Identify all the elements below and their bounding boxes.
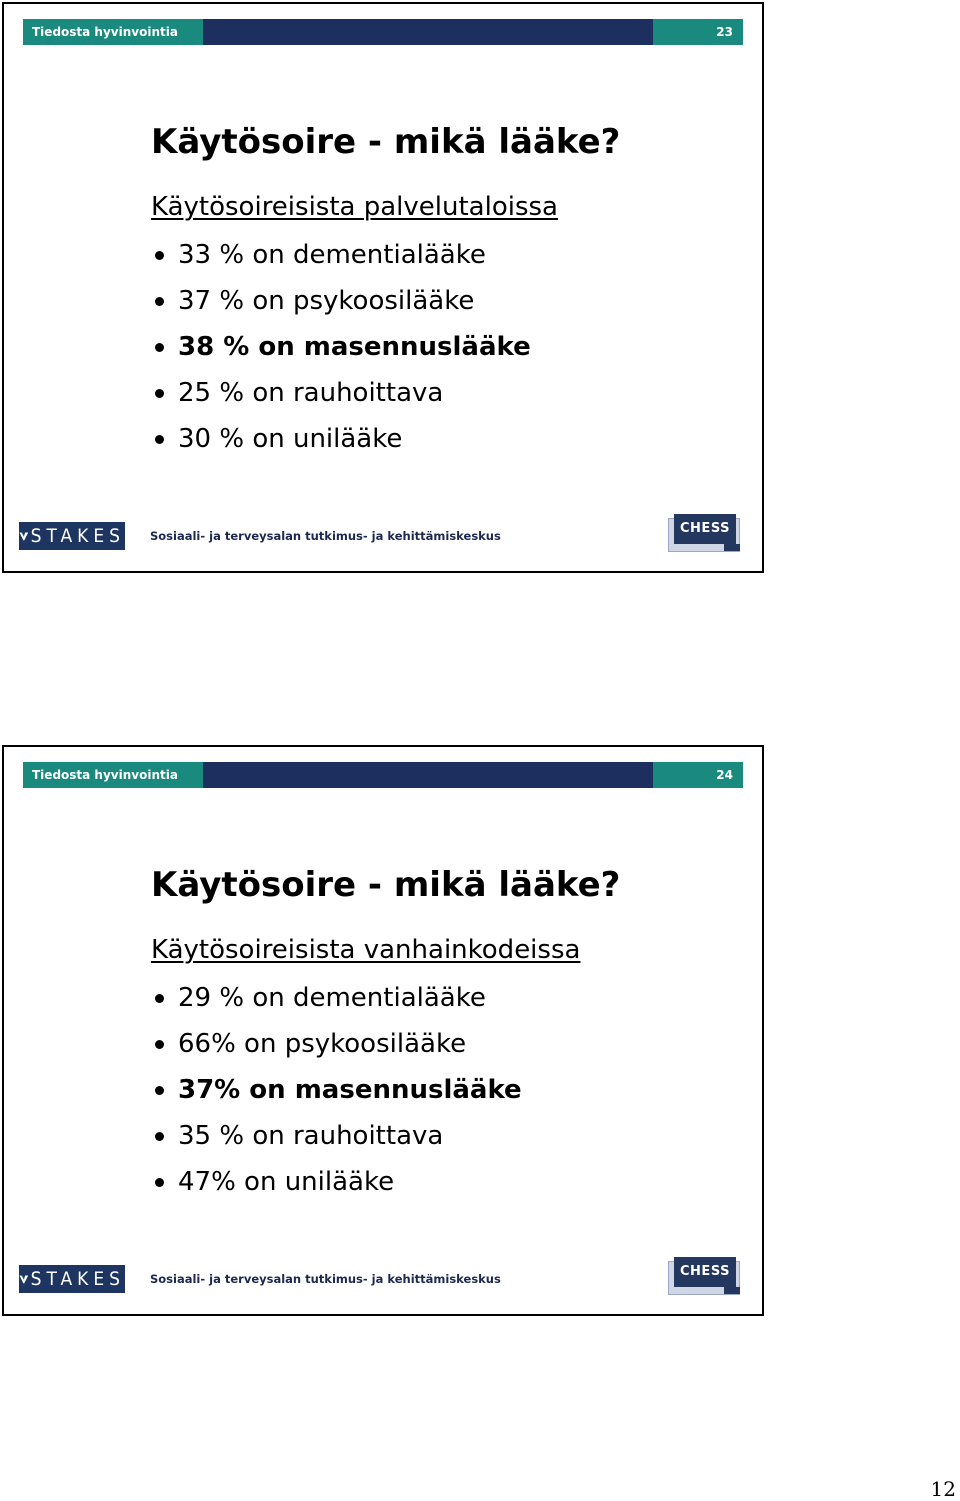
slide-title: Käytösoire - mikä lääke? — [151, 122, 621, 162]
header-title: Tiedosta hyvinvointia — [23, 19, 203, 45]
slide-23 — [2, 2, 764, 573]
stakes-logo — [19, 1265, 125, 1293]
bullet-list — [151, 979, 522, 1209]
page-number: 12 — [930, 1477, 956, 1501]
stakes-logo-text: STAKES — [30, 1268, 125, 1290]
slide-number: 24 — [653, 762, 743, 788]
stakes-logo-text: STAKES — [30, 525, 125, 547]
footer-organization: Sosiaali- ja terveysalan tutkimus- ja kehittämiskeskus — [150, 529, 501, 543]
bullet-item — [151, 420, 531, 466]
bullet-item — [151, 374, 531, 420]
bullet-text: 30 % on unilääke — [178, 424, 403, 454]
bullet-dot-icon — [155, 389, 164, 398]
slide-subtitle: Käytösoireisista palvelutaloissa — [151, 192, 558, 222]
bullet-dot-icon — [155, 994, 164, 1003]
bullet-dot-icon — [155, 251, 164, 260]
chess-logo-text: CHESS — [674, 514, 736, 544]
bullet-item — [151, 328, 531, 374]
bullet-text: 29 % on dementialääke — [178, 983, 486, 1013]
slide-number: 23 — [653, 19, 743, 45]
header-spacer — [203, 19, 653, 45]
bullet-item — [151, 1071, 522, 1117]
bullet-text: 37% on masennuslääke — [178, 1075, 522, 1105]
header-title: Tiedosta hyvinvointia — [23, 762, 203, 788]
chess-logo — [668, 514, 740, 552]
bullet-dot-icon — [155, 343, 164, 352]
bullet-dot-icon — [155, 1178, 164, 1187]
bullet-text: 35 % on rauhoittava — [178, 1121, 444, 1151]
stakes-v-icon — [19, 1268, 29, 1290]
chess-logo-text: CHESS — [674, 1257, 736, 1287]
bullet-item — [151, 236, 531, 282]
slide-header-bar — [23, 762, 743, 788]
bullet-text: 25 % on rauhoittava — [178, 378, 444, 408]
chess-logo — [668, 1257, 740, 1295]
bullet-text: 33 % on dementialääke — [178, 240, 486, 270]
bullet-dot-icon — [155, 1132, 164, 1141]
bullet-dot-icon — [155, 1086, 164, 1095]
bullet-text: 37 % on psykoosilääke — [178, 286, 475, 316]
stakes-v-icon — [19, 525, 29, 547]
bullet-item — [151, 1117, 522, 1163]
bullet-text: 66% on psykoosilääke — [178, 1029, 467, 1059]
slide-24 — [2, 745, 764, 1316]
slide-footer — [4, 1257, 762, 1307]
stakes-logo — [19, 522, 125, 550]
bullet-item — [151, 979, 522, 1025]
bullet-item — [151, 1025, 522, 1071]
bullet-item — [151, 1163, 522, 1209]
slide-header-bar — [23, 19, 743, 45]
bullet-item — [151, 282, 531, 328]
bullet-text: 38 % on masennuslääke — [178, 332, 531, 362]
bullet-dot-icon — [155, 297, 164, 306]
slide-subtitle: Käytösoireisista vanhainkodeissa — [151, 935, 581, 965]
slide-title: Käytösoire - mikä lääke? — [151, 865, 621, 905]
header-spacer — [203, 762, 653, 788]
bullet-list — [151, 236, 531, 466]
bullet-text: 47% on unilääke — [178, 1167, 395, 1197]
slide-footer — [4, 514, 762, 564]
footer-organization: Sosiaali- ja terveysalan tutkimus- ja kehittämiskeskus — [150, 1272, 501, 1286]
bullet-dot-icon — [155, 1040, 164, 1049]
bullet-dot-icon — [155, 435, 164, 444]
